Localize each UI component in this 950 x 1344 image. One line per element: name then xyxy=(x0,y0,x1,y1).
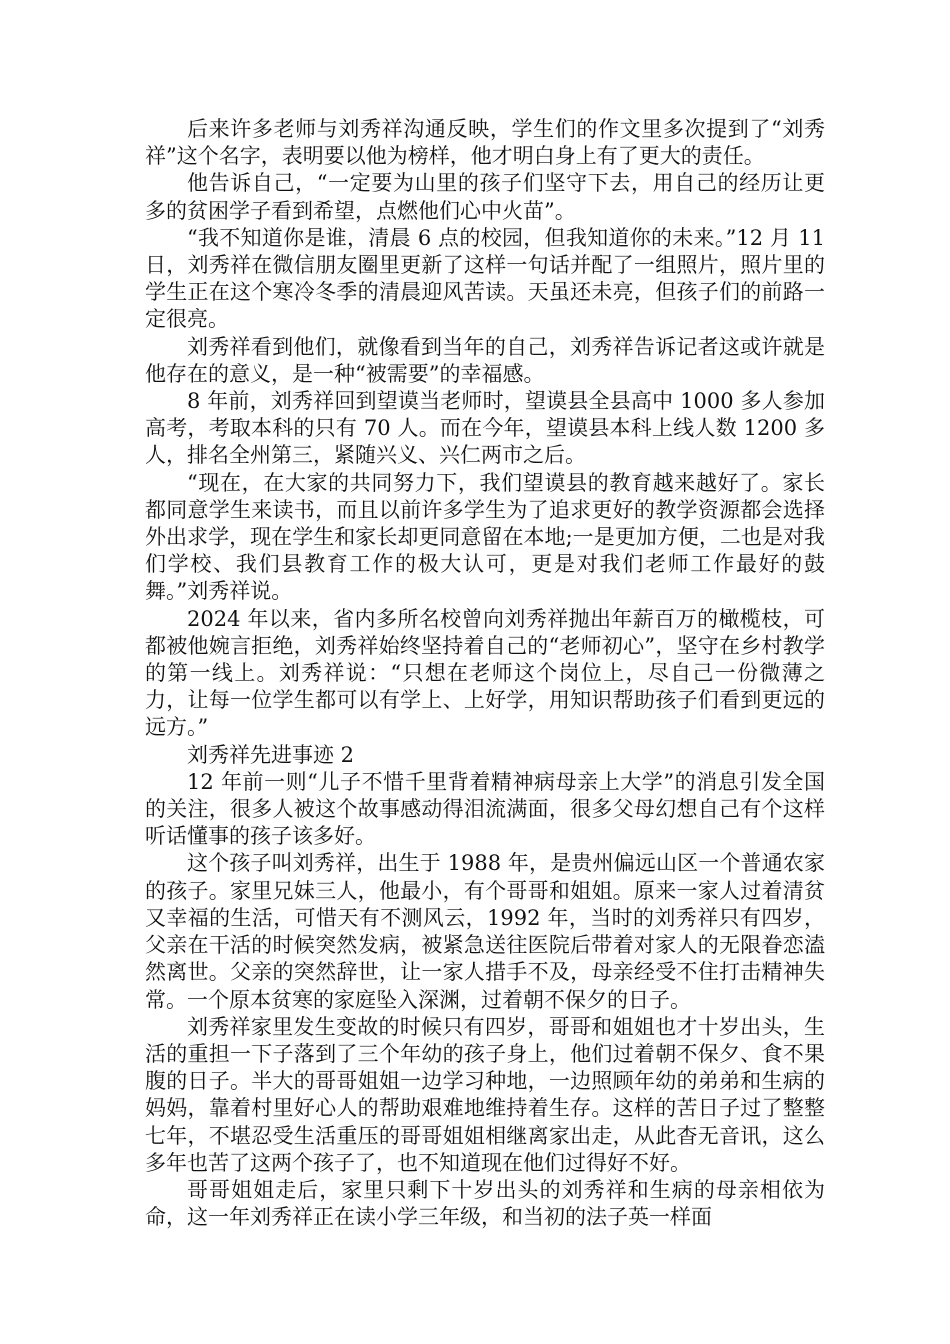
paragraph-1: 后来许多老师与刘秀祥沟通反映，学生们的作文里多次提到了“刘秀祥”这个名字，表明要以他为榜样，他才明白身上有了更大的责任。 xyxy=(145,117,825,169)
paragraph-11: 哥哥姐姐走后，家里只剩下十岁出头的刘秀祥和生病的母亲相依为命，这一年刘秀祥正在读小学三年级，和当初的法子英一样面 xyxy=(145,1177,825,1230)
paragraph-4: 刘秀祥看到他们，就像看到当年的自己，刘秀祥告诉记者这或许就是他存在的意义，是一种“被需要”的幸福感。 xyxy=(145,334,825,386)
paragraph-10: 刘秀祥家里发生变故的时候只有四岁，哥哥和姐姐也才十岁出头，生活的重担一下子落到了三个年幼的孩子身上，他们过着朝不保夕、食不果腹的日子。半大的哥哥姐姐一边学习种地，一边照顾年幼的弟弟和生病的妈妈，靠着村里好心人的帮助艰难地维持着生存。这样的苦日子过了整整七年，不堪忍受生活重压的哥哥姐姐相继离家出走，从此杳无音讯，这么多年也苦了这两个孩子了，也不知道现在他们过得好不好。 xyxy=(145,1014,825,1175)
paragraph-2: 他告诉自己，“一定要为山里的孩子们坚守下去，用自己的经历让更多的贫困学子看到希望，点燃他们心中火苗”。 xyxy=(145,171,825,223)
paragraph-5: 8 年前，刘秀祥回到望谟当老师时，望谟县全县高中 1000 多人参加高考，考取本科的只有 70 人。而在今年，望谟县本科上线人数 1200 多人，排名全州第三，紧随兴义、兴仁两市之后。 xyxy=(145,389,825,468)
paragraph-6: “现在，在大家的共同努力下，我们望谟县的教育越来越好了。家长都同意学生来读书，而且以前许多学生为了追求更好的教学资源都会选择外出求学，现在学生和家长却更同意留在本地;一是更加方便，二也是对我们学校、我们县教育工作的极大认可，更是对我们老师工作最好的鼓舞。”刘秀祥说。 xyxy=(145,470,825,604)
paragraph-9: 这个孩子叫刘秀祥，出生于 1988 年，是贵州偏远山区一个普通农家的孩子。家里兄妹三人，他最小，有个哥哥和姐姐。原来一家人过着清贫又幸福的生活，可惜天有不测风云，1992 年，当时的刘秀祥只有四岁，父亲在干活的时候突然发病，被紧急送往医院后带着对家人的无限眷恋溘然离世。父亲的突然辞世，让一家人措手不及，母亲经受不住打击精神失常。一个原本贫寒的家庭坠入深渊，过着朝不保夕的日子。 xyxy=(145,851,825,1012)
paragraph-3: “我不知道你是谁，清晨 6 点的校园，但我知道你的未来。”12 月 11 日，刘秀祥在微信朋友圈里更新了这样一句话并配了一组照片，照片里的学生正在这个寒冷冬季的清晨迎风苦读。天虽还未亮，但孩子们的前路一定很亮。 xyxy=(145,225,825,332)
paragraph-7: 2024 年以来，省内多所名校曾向刘秀祥抛出年薪百万的橄榄枝，可都被他婉言拒绝，刘秀祥始终坚持着自己的“老师初心”，坚守在乡村教学的第一线上。刘秀祥说：“只想在老师这个岗位上，尽自己一份微薄之力，让每一位学生都可以有学上、上好学，用知识帮助孩子们看到更远的远方。” xyxy=(145,606,825,740)
paragraph-8: 12 年前一则“儿子不惜千里背着精神病母亲上大学”的消息引发全国的关注，很多人被这个故事感动得泪流满面，很多父母幻想自己有个这样听话懂事的孩子该多好。 xyxy=(145,769,825,849)
document-body xyxy=(145,116,825,1231)
section-title: 刘秀祥先进事迹 2 xyxy=(187,742,355,767)
